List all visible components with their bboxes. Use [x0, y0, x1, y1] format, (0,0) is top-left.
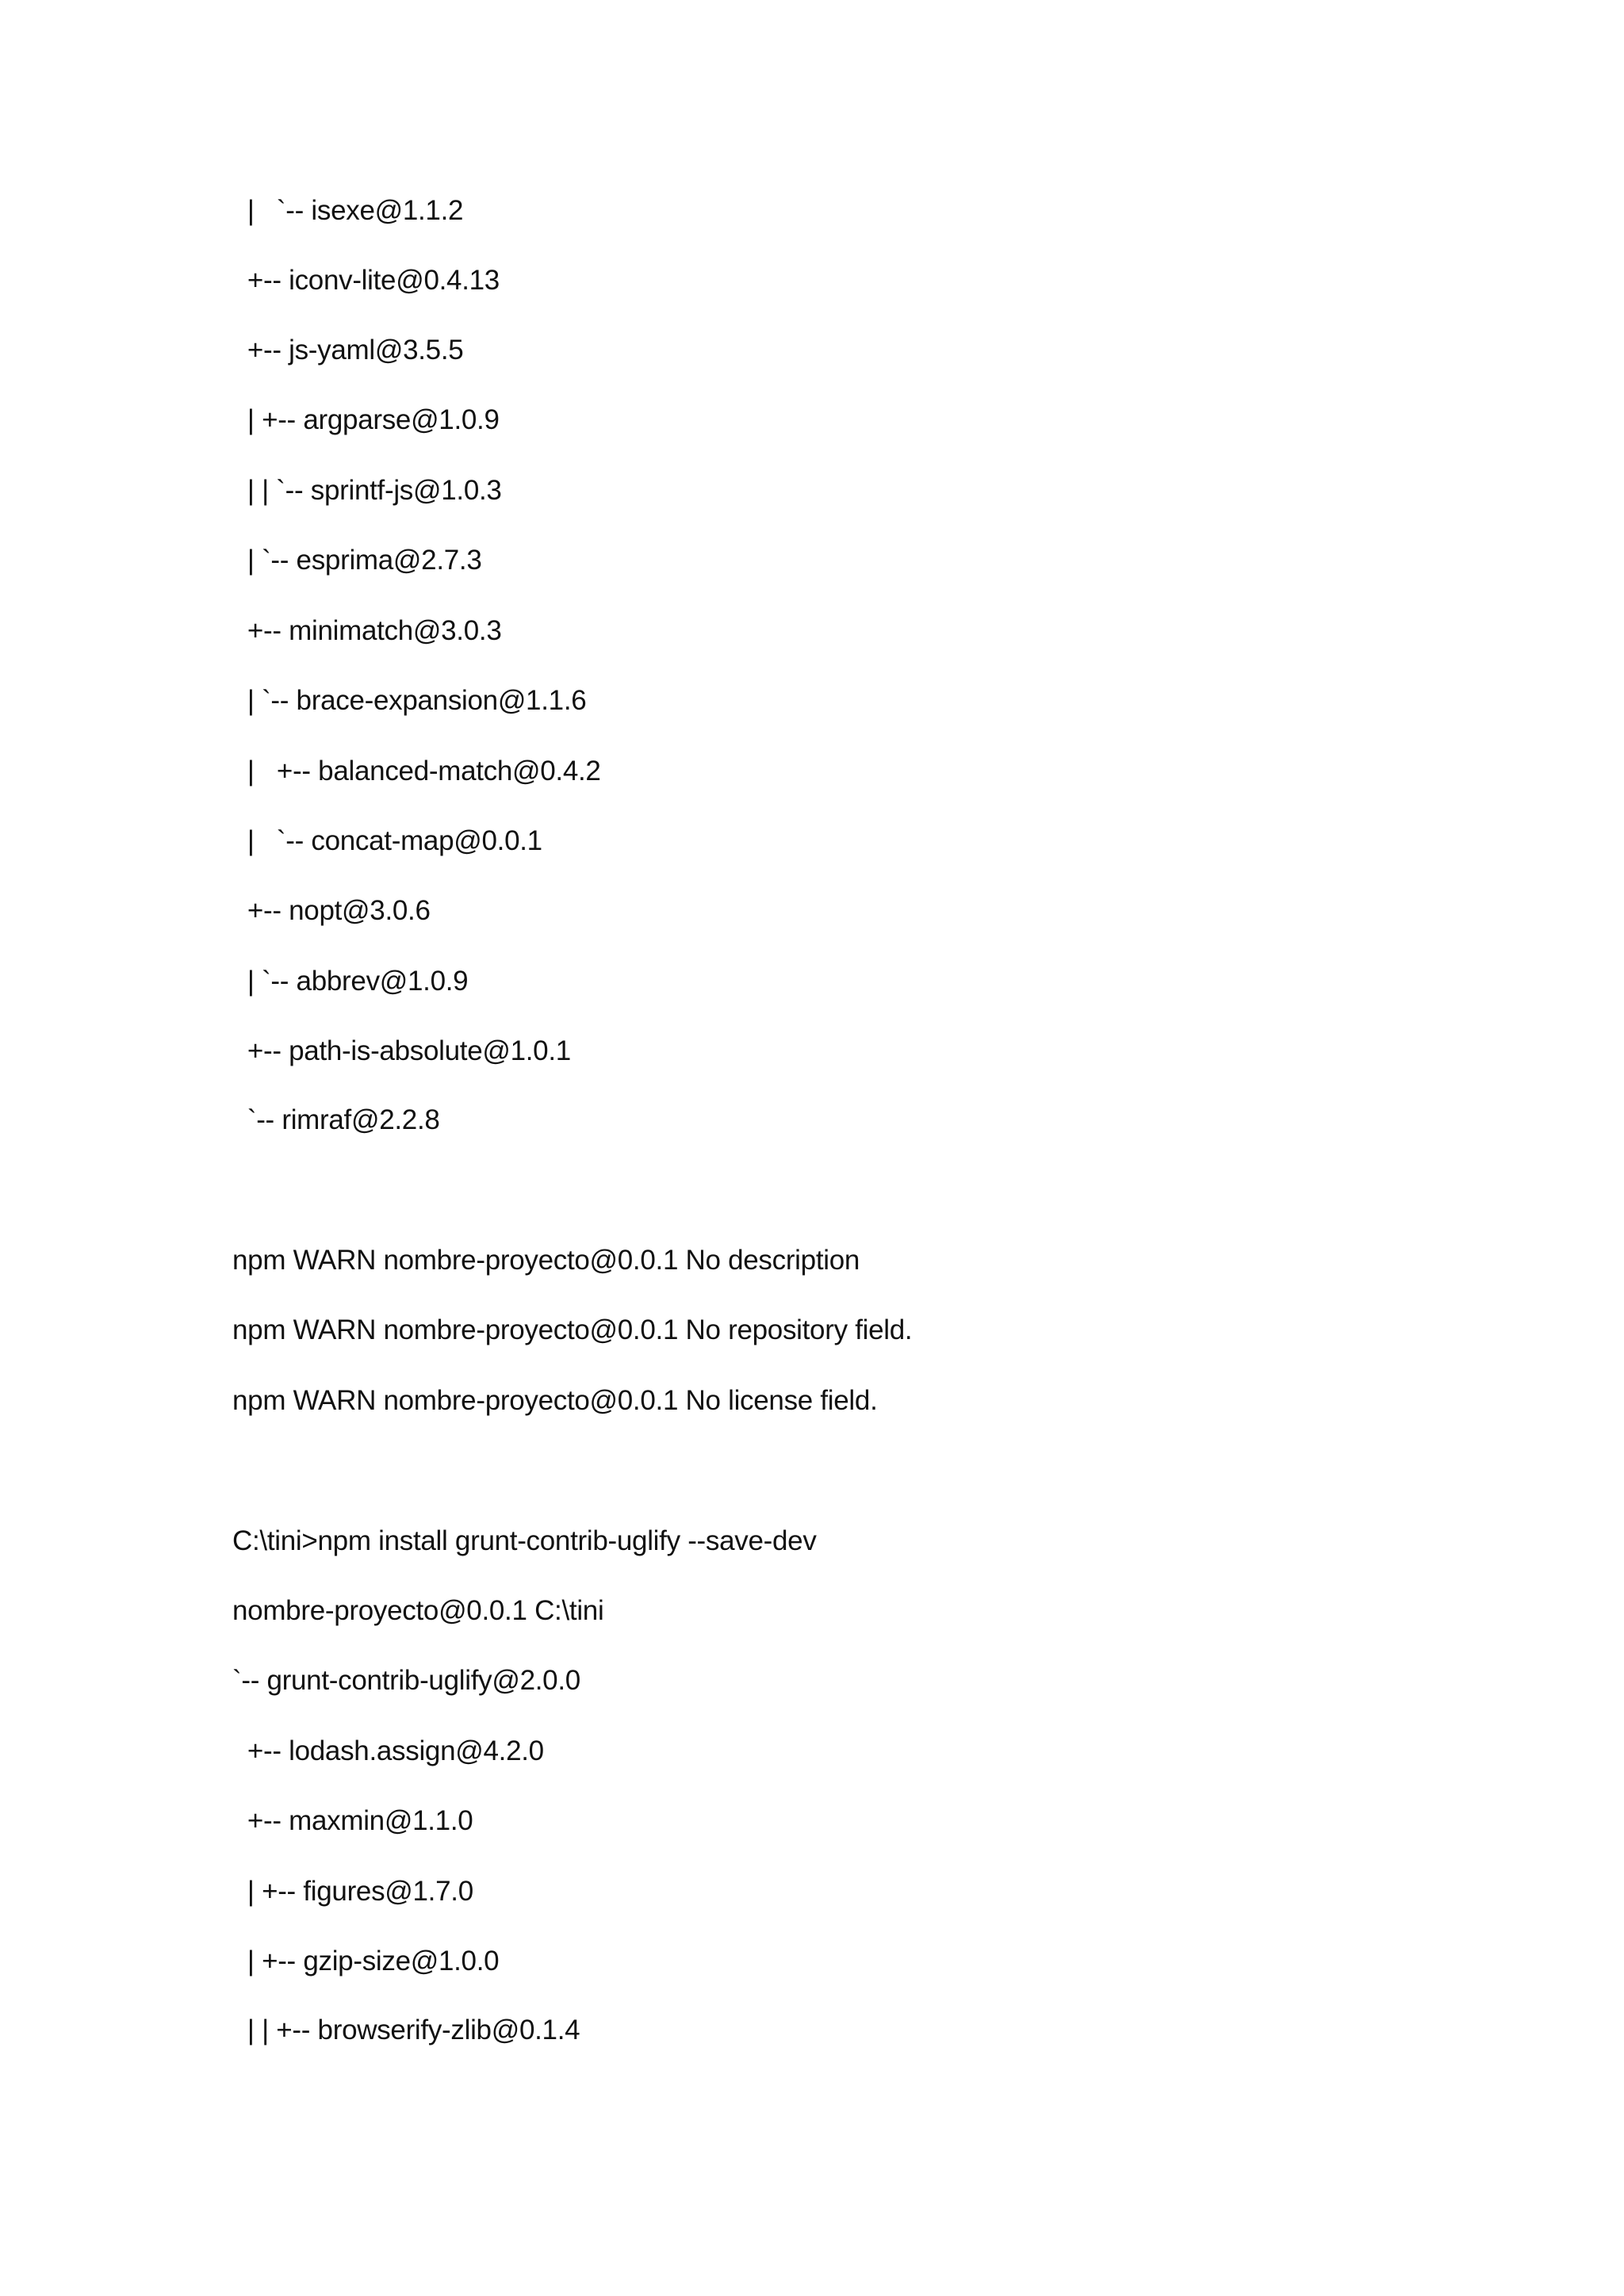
text-line: | `-- brace-expansion@1.1.6 [232, 685, 587, 716]
warn-line: npm WARN nombre-proyecto@0.0.1 No repository field. [232, 1314, 913, 1345]
text-line: +-- nopt@3.0.6 [232, 895, 431, 926]
text-line: `-- rimraf@2.2.8 [232, 1104, 440, 1135]
text-line: +-- lodash.assign@4.2.0 [232, 1735, 544, 1766]
text-line: | | +-- browserify-zlib@0.1.4 [232, 2015, 580, 2045]
text-line: +-- minimatch@3.0.3 [232, 615, 502, 646]
text-line: `-- grunt-contrib-uglify@2.0.0 [232, 1665, 580, 1696]
text-line: +-- js-yaml@3.5.5 [232, 335, 464, 365]
text-line: +-- maxmin@1.1.0 [232, 1805, 473, 1836]
text-line: | +-- figures@1.7.0 [232, 1876, 473, 1907]
text-line: | `-- concat-map@0.0.1 [232, 825, 542, 856]
text-line: | +-- argparse@1.0.9 [232, 404, 500, 435]
text-line: +-- path-is-absolute@1.0.1 [232, 1035, 571, 1066]
text-line: | `-- esprima@2.7.3 [232, 545, 482, 576]
command-line: C:\tini>npm install grunt-contrib-uglify --save-dev [232, 1525, 817, 1556]
text-line: | | `-- sprintf-js@1.0.3 [232, 475, 502, 506]
text-line: | `-- abbrev@1.0.9 [232, 966, 469, 997]
text-line: +-- iconv-lite@0.4.13 [232, 265, 500, 296]
text-line: | +-- gzip-size@1.0.0 [232, 1946, 500, 1976]
warn-line: npm WARN nombre-proyecto@0.0.1 No description [232, 1245, 860, 1276]
text-line: nombre-proyecto@0.0.1 C:\tini [232, 1595, 604, 1626]
text-line: | +-- balanced-match@0.4.2 [232, 756, 601, 786]
warn-line: npm WARN nombre-proyecto@0.0.1 No license field. [232, 1385, 878, 1416]
text-line: | `-- isexe@1.1.2 [232, 195, 464, 226]
